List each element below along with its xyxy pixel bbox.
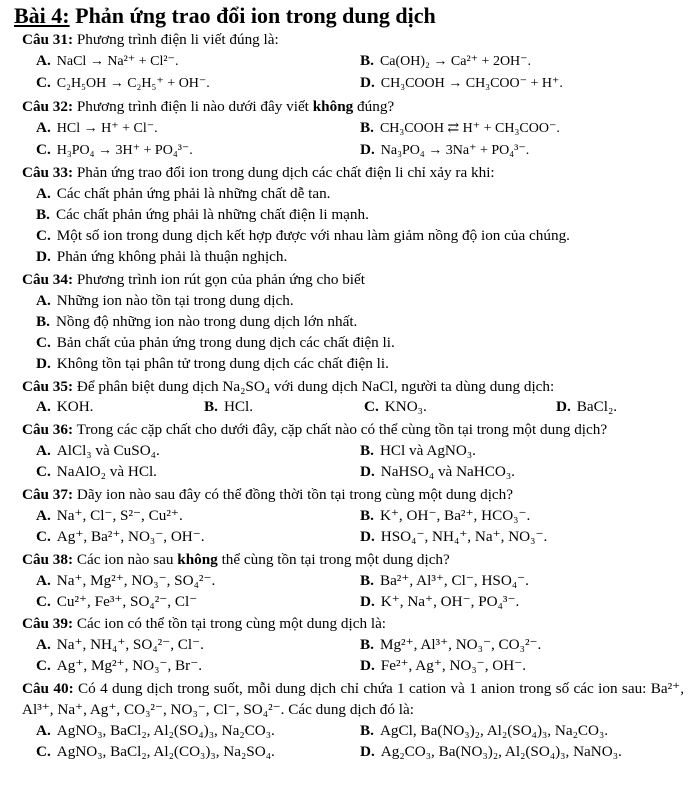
option-d[interactable]: D. HSO₄⁻, NH₄⁺, Na⁺, NO₃⁻. [360, 527, 548, 545]
title-text: Phản ứng trao đổi ion trong dung dịch [75, 3, 436, 28]
option-d[interactable]: D. Không tồn tại phân tử trong dung dịch các chất điện li. [36, 354, 389, 372]
option-b[interactable]: B. Các chất phản ứng phải là những chất điện li mạnh. [36, 206, 369, 224]
option-d[interactable]: D. Phản ứng không phải là thuận nghịch. [36, 248, 288, 266]
option-d[interactable]: D. CH₃COOH → CH₃COO⁻ + H⁺. [360, 73, 563, 91]
option-c[interactable]: C. H₃PO₄ → 3H⁺ + PO₄³⁻. [36, 140, 193, 158]
question-38 [22, 550, 684, 613]
option-c[interactable]: C. AgNO₃, BaCl₂, Al₂(CO₃)₃, Na₂SO₄. [36, 742, 275, 760]
question-stem-end: đúng? [357, 97, 395, 115]
question-stem: Trong các cặp chất cho dưới đây, cặp chất nào có thể cùng tồn tại trong một dung dịch? [76, 421, 608, 439]
question-number: Câu 38: [22, 550, 74, 568]
option-b[interactable]: B. K⁺, OH⁻, Ba²⁺, HCO₃⁻. [360, 506, 531, 524]
question-stem: Phương trình điện li viết đúng là: [76, 31, 279, 48]
option-b[interactable]: B. Ba²⁺, Al³⁺, Cl⁻, HSO₄⁻. [360, 571, 529, 589]
question-31 [22, 30, 684, 95]
question-number: Câu 35: [22, 377, 74, 395]
question-40 [22, 679, 684, 763]
question-number: Câu 33: [22, 164, 74, 182]
option-c[interactable]: C. Ag⁺, Ba²⁺, NO₃⁻, OH⁻. [36, 527, 205, 545]
question-stem-emphasis: không [177, 550, 218, 568]
option-d[interactable]: D. Na₃PO₄ → 3Na⁺ + PO₄³⁻. [360, 140, 530, 158]
option-b[interactable]: B. Nồng độ những ion nào trong dung dịch lớn nhất. [36, 312, 358, 330]
option-a[interactable]: A. Na⁺, Cl⁻, S²⁻, Cu²⁺. [36, 506, 183, 524]
option-a[interactable]: A. AlCl₃ và CuSO₄. [36, 442, 160, 460]
option-c[interactable]: C. C₂H₅OH → C₂H₅⁺ + OH⁻. [36, 73, 210, 91]
option-a[interactable]: A. NaCl → Na²⁺ + Cl²⁻. [36, 51, 179, 69]
option-b[interactable]: B. Ca(OH)₂ → Ca²⁺ + 2OH⁻. [360, 51, 532, 69]
option-a[interactable]: A. KOH. [36, 398, 94, 416]
question-33 [22, 163, 684, 268]
question-number: Câu 31: [22, 31, 74, 48]
question-stem: Phản ứng trao đổi ion trong dung dịch các chất điện li chỉ xảy ra khi: [76, 164, 495, 182]
option-a[interactable]: A. Những ion nào tồn tại trong dung dịch. [36, 291, 294, 309]
question-36 [22, 420, 684, 483]
question-stem: Dãy ion nào sau đây có thể đồng thời tồn tại trong cùng một dung dịch? [76, 486, 514, 504]
option-a[interactable]: A. HCl → H⁺ + Cl⁻. [36, 118, 158, 136]
option-c[interactable]: C. KNO₃. [364, 398, 427, 416]
question-stem-emphasis: không [312, 97, 354, 115]
option-d[interactable]: D. BaCl₂. [556, 398, 618, 416]
question-stem: Các ion có thể tồn tại trong cùng một dung dịch là: [76, 615, 387, 633]
page-title [14, 4, 684, 28]
question-number: Câu 37: [22, 486, 74, 504]
option-c[interactable]: C. Ag⁺, Mg²⁺, NO₃⁻, Br⁻. [36, 657, 203, 675]
option-d[interactable]: D. Fe²⁺, Ag⁺, NO₃⁻, OH⁻. [360, 657, 527, 675]
question-number: Câu 32: [22, 97, 74, 115]
question-35 [22, 377, 684, 419]
option-d[interactable]: D. K⁺, Na⁺, OH⁻, PO₄³⁻. [360, 592, 520, 610]
question-number: Câu 40: [22, 680, 74, 698]
option-a[interactable]: A. Các chất phản ứng phải là những chất dễ tan. [36, 185, 331, 203]
question-32 [22, 97, 684, 162]
question-stem: Có 4 dung dịch trong suốt, mỗi dung dịch chỉ chứa 1 cation và 1 anion trong số các ion sau: Ba²⁺, Al³⁺, Na⁺, Ag⁺, CO₃²⁻, NO₃⁻, Cl⁻, SO₄²⁻. Các dung dịch đó là: [22, 680, 684, 719]
question-stem-end: thể cùng tồn tại trong một dung dịch? [221, 550, 450, 568]
option-d[interactable]: D. Ag₂CO₃, Ba(NO₃)₂, Al₂(SO₄)₃, NaNO₃. [360, 742, 622, 760]
option-d[interactable]: D. NaHSO₄ và NaHCO₃. [360, 463, 515, 481]
option-b[interactable]: B. CH₃COOH ⇄ H⁺ + CH₃COO⁻. [360, 118, 560, 136]
option-c[interactable]: C. Cu²⁺, Fe³⁺, SO₄²⁻, Cl⁻ [36, 592, 198, 610]
title-prefix: Bài 4: [14, 3, 70, 28]
option-a[interactable]: A. Na⁺, Mg²⁺, NO₃⁻, SO₄²⁻. [36, 571, 216, 589]
option-a[interactable]: A. Na⁺, NH₄⁺, SO₄²⁻, Cl⁻. [36, 636, 204, 654]
question-stem: Để phân biệt dung dịch Na₂SO₄ với dung dịch NaCl, người ta dùng dung dịch: [76, 377, 555, 395]
option-b[interactable]: B. HCl và AgNO₃. [360, 442, 476, 460]
option-b[interactable]: B. HCl. [204, 398, 254, 416]
question-37 [22, 485, 684, 548]
option-a[interactable]: A. AgNO₃, BaCl₂, Al₂(SO₄)₃, Na₂CO₃. [36, 722, 275, 739]
question-stem: Phương trình ion rút gọn của phản ứng cho biết [76, 270, 365, 288]
question-number: Câu 39: [22, 615, 74, 633]
question-number: Câu 34: [22, 270, 74, 288]
question-39 [22, 614, 684, 677]
question-stem: Phương trình điện li nào dưới đây viết [76, 97, 309, 115]
option-c[interactable]: C. NaAlO₂ và HCl. [36, 463, 157, 481]
option-c[interactable]: C. Một số ion trong dung dịch kết hợp được với nhau làm giảm nồng độ ion của chúng. [36, 227, 570, 245]
question-number: Câu 36: [22, 421, 74, 439]
option-b[interactable]: B. AgCl, Ba(NO₃)₂, Al₂(SO₄)₃, Na₂CO₃. [360, 722, 609, 739]
option-b[interactable]: B. Mg²⁺, Al³⁺, NO₃⁻, CO₃²⁻. [360, 636, 542, 654]
question-34 [22, 270, 684, 375]
question-stem: Các ion nào sau [76, 550, 174, 568]
option-c[interactable]: C. Bản chất của phản ứng trong dung dịch các chất điện li. [36, 333, 395, 351]
worksheet-page [0, 4, 700, 801]
